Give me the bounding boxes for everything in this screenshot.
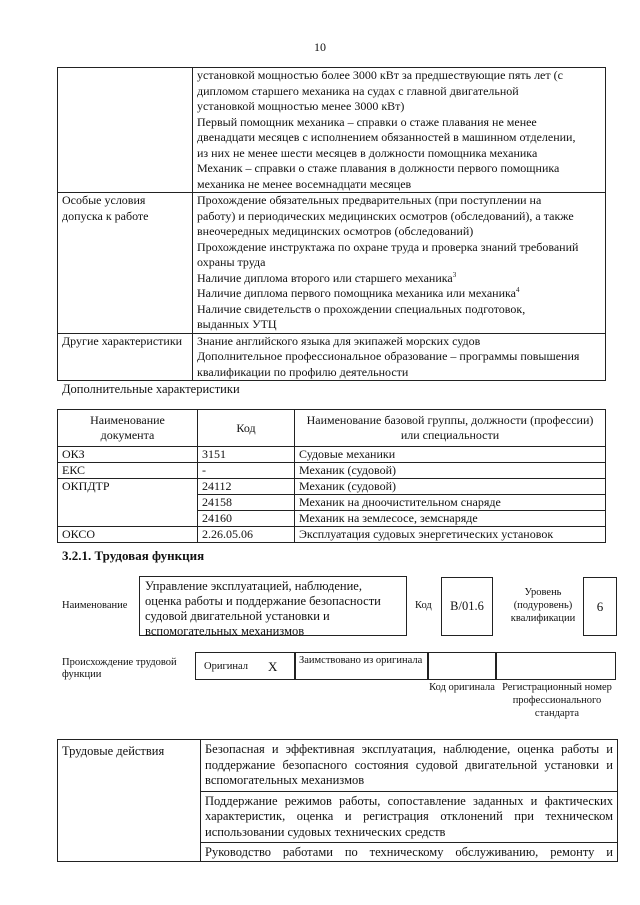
text-line: дипломом старшего механика на судах с главной двигательной — [197, 83, 519, 98]
code-cell: 2.26.05.06 — [198, 527, 295, 543]
name-cell: Механик (судовой) — [295, 479, 606, 495]
table-row — [58, 193, 606, 334]
action-item: Руководство работами по техническому обслуживанию, ремонту и — [201, 843, 618, 862]
name-cell: Судовые механики — [295, 447, 606, 463]
diploma-first: Наличие диплома первого помощника механика или механика — [197, 286, 516, 300]
code-cell: 24160 — [198, 511, 295, 527]
original-mark: X — [268, 659, 278, 674]
original-label: Оригинал — [204, 661, 248, 672]
footnote-mark[interactable]: 3 — [452, 270, 457, 279]
text-line: механика не менее восемнадцати месяцев — [197, 176, 412, 191]
experience-requirements — [193, 68, 606, 193]
table-row — [58, 463, 606, 479]
text-line: из них не менее шести месяцев в должности помощника механика — [197, 145, 538, 160]
action-item: Поддержание режимов работы, сопоставление заданных и фактических характеристик, оценка и регистрация отклонений при техническом использовании судовых технических средств — [201, 791, 618, 843]
table-row — [58, 479, 606, 495]
function-code-value: B/01.6 — [441, 577, 493, 636]
text-line: Первый помощник механика – справки о стаже плавания не менее — [197, 114, 537, 129]
column-header: Наименование базовой группы, должности (профессии) или специальности — [295, 410, 606, 447]
table-row — [58, 447, 606, 463]
table-row — [58, 333, 606, 381]
text-line: внеочередных медицинских осмотров (обследований) — [197, 224, 474, 238]
text-line: Прохождение обязательных предварительных (при поступлении на — [197, 193, 542, 207]
additional-title: Дополнительные характеристики — [62, 382, 240, 396]
conditions-table — [57, 67, 606, 381]
qualification-level-value: 6 — [583, 577, 617, 636]
special-conditions — [193, 193, 606, 334]
row-label: Особые условия допуска к работе — [58, 193, 193, 334]
table-row — [58, 527, 606, 543]
table-row — [58, 740, 618, 792]
origin-row — [195, 652, 616, 680]
qualification-level-label: Уровень (подуровень) квалификации — [510, 587, 576, 624]
table-header-row — [58, 410, 606, 447]
text-line: Знание английского языка для экипажей морских судов — [197, 333, 481, 348]
original-cell — [195, 652, 295, 680]
function-name-label: Наименование — [62, 600, 128, 611]
original-code-cell — [428, 652, 496, 680]
doc-cell: ОКСО — [58, 527, 198, 543]
doc-cell: ОКЗ — [58, 447, 198, 463]
row-label: Другие характеристики — [58, 333, 193, 381]
table-row — [58, 68, 606, 193]
footnote-mark[interactable]: 4 — [515, 286, 520, 294]
diploma-second: Наличие диплома второго или старшего механика — [197, 270, 453, 285]
additional-table — [57, 409, 606, 543]
name-cell: Механик (судовой) — [295, 463, 606, 479]
borrowed-label: Заимствовано из оригинала — [295, 652, 428, 680]
other-characteristics — [193, 333, 606, 381]
name-cell: Механик на землесосе, земснаряде — [295, 511, 606, 527]
registration-number-cell — [496, 652, 616, 680]
action-item: Безопасная и эффективная эксплуатация, наблюдение, оценка работы и поддержание безопасного состояния судовой двигательной установки и вспомогательных механизмов — [201, 740, 618, 792]
page-number: 10 — [314, 40, 326, 54]
text-line: Дополнительное профессиональное образование – программы повышения — [197, 349, 580, 363]
name-cell: Механик на дноочистительном снаряде — [295, 495, 606, 511]
code-cell: 3151 — [198, 447, 295, 463]
text-line: выданных УТЦ — [197, 317, 277, 331]
text-line: Механик – справки о стаже плавания в должности первого помощника — [197, 161, 560, 175]
function-name-value: Управление эксплуатацией, наблюдение, оценка работы и поддержание безопасности судовой двигательной установки и вспомогательных механизмов — [139, 576, 407, 636]
name-cell: Эксплуатация судовых энергетических установок — [295, 527, 606, 543]
original-code-caption: Код оригинала — [429, 682, 495, 693]
text-line — [197, 271, 601, 287]
doc-cell: ОКПДТР — [58, 479, 198, 527]
actions-label: Трудовые действия — [58, 740, 201, 862]
text-line — [197, 286, 601, 302]
text-line: установкой мощностью менее 3000 кВт) — [197, 99, 405, 113]
function-code-label: Код — [415, 600, 432, 611]
column-header: Наименование документа — [58, 410, 198, 447]
text-line: работу) и периодических медицинских осмотров (обследований), а также — [197, 208, 574, 223]
text-line: квалификации по профилю деятельности — [197, 364, 409, 379]
row-label — [58, 68, 193, 193]
text-line: Прохождение инструктажа по охране труда и проверка знаний требований — [197, 239, 579, 254]
doc-cell: ЕКС — [58, 463, 198, 479]
code-cell: 24158 — [198, 495, 295, 511]
text-line: охраны труда — [197, 255, 266, 269]
code-cell: 24112 — [198, 479, 295, 495]
section-title: 3.2.1. Трудовая функция — [62, 548, 205, 563]
origin-label: Происхождение трудовой функции — [62, 657, 177, 680]
text-line: двенадцати месяцев с исполнением обязанностей в машинном отделении, — [197, 130, 576, 144]
code-cell: - — [198, 463, 295, 479]
registration-number-caption: Регистрационный номер профессионального стандарта — [502, 682, 612, 719]
text-line: Наличие свидетельств о прохождении специальных подготовок, — [197, 301, 526, 316]
column-header: Код — [198, 410, 295, 447]
text-line: установкой мощностью более 3000 кВт за предшествующие пять лет (с — [197, 68, 563, 82]
labor-actions-table — [57, 739, 618, 862]
